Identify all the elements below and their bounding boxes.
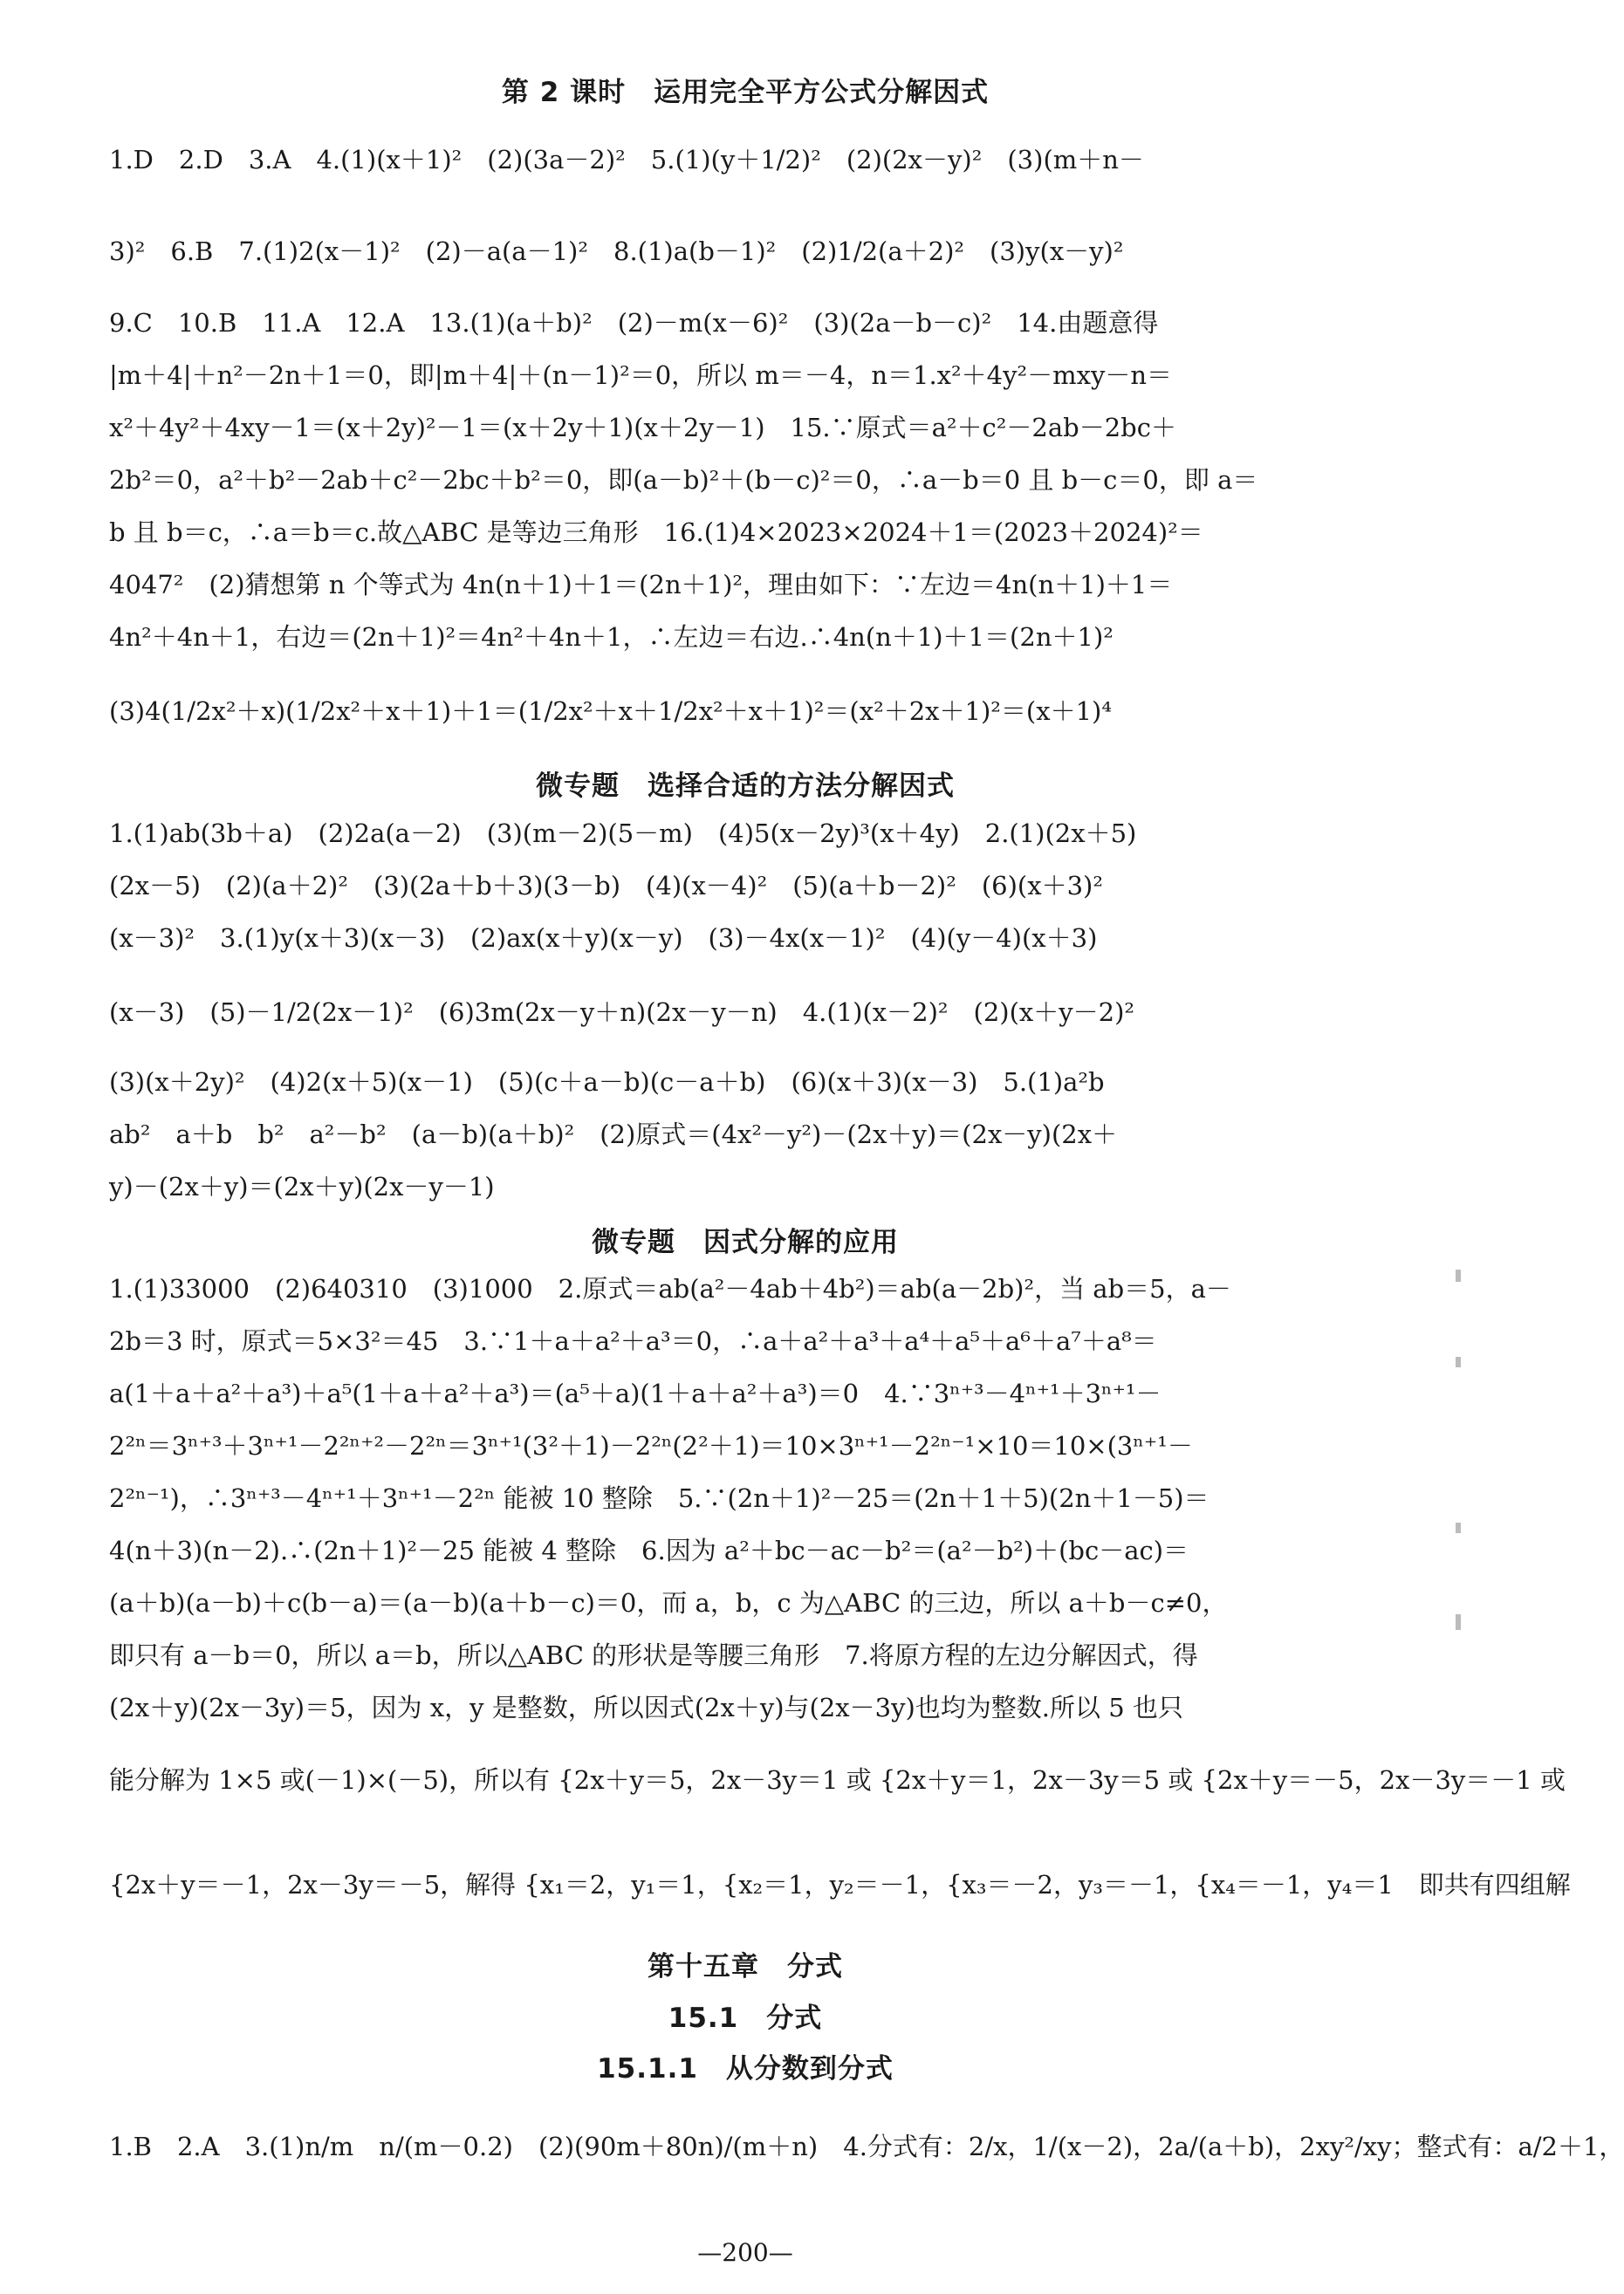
margin-mark — [1456, 1523, 1461, 1533]
section-title: 15.1 分式 — [668, 2003, 823, 2034]
text-line: |m＋4|＋n²－2n＋1＝0，即|m＋4|＋(n－1)²＝0，所以 m＝－4，n＝1.x²＋4y²－mxy－n＝ — [109, 360, 1173, 390]
margin-mark — [1456, 1614, 1461, 1630]
text-line: 2b²＝0，a²＋b²－2ab＋c²－2bc＋b²＝0，即(a－b)²＋(b－c)²＝0，∴a－b＝0 且 b－c＝0，即 a＝ — [109, 465, 1258, 495]
text-line: 1.(1)ab(3b＋a) (2)2a(a－2) (3)(m－2)(5－m) (4)5(x－2y)³(x＋4y) 2.(1)(2x＋5) — [109, 818, 1137, 848]
text-line: 3)² 6.B 7.(1)2(x－1)² (2)－a(a－1)² 8.(1)a(b－1)² (2)1/2(a＋2)² (3)y(x－y)² — [109, 236, 1124, 266]
text-line: (3)(x＋2y)² (4)2(x＋5)(x－1) (5)(c＋a－b)(c－a＋b) (6)(x＋3)(x－3) 5.(1)a²b — [109, 1067, 1105, 1097]
margin-mark — [1456, 1357, 1461, 1367]
text-line: x²＋4y²＋4xy－1＝(x＋2y)²－1＝(x＋2y＋1)(x＋2y－1) 15.∵原式＝a²＋c²－2ab－2bc＋ — [109, 413, 1176, 442]
text-line: a(1＋a＋a²＋a³)＋a⁵(1＋a＋a²＋a³)＝(a⁵＋a)(1＋a＋a²＋a³)＝0 4.∵3ⁿ⁺³－4ⁿ⁺¹＋3ⁿ⁺¹－ — [109, 1379, 1161, 1408]
chapter-title: 第十五章 分式 — [648, 1951, 843, 1982]
text-line: 1.B 2.A 3.(1)n/m n/(m－0.2) (2)(90m＋80n)/(m＋n) 4.分式有：2/x，1/(x－2)，2a/(a＋b)，2xy²/xy；整式有：a/2＋1， — [109, 2132, 1624, 2161]
text-line: 9.C 10.B 11.A 12.A 13.(1)(a＋b)² (2)－m(x－6)² (3)(2a－b－c)² 14.由题意得 — [109, 308, 1159, 338]
text-line: 1.(1)33000 (2)640310 (3)1000 2.原式＝ab(a²－4ab＋4b²)＝ab(a－2b)²，当 ab＝5，a－ — [109, 1274, 1231, 1304]
text-line: (2x＋y)(2x－3y)＝5，因为 x，y 是整数，所以因式(2x＋y)与(2x－3y)也均为整数.所以 5 也只 — [109, 1693, 1183, 1722]
text-line: 2²ⁿ⁻¹)，∴3ⁿ⁺³－4ⁿ⁺¹＋3ⁿ⁺¹－2²ⁿ 能被 10 整除 5.∵(2n＋1)²－25＝(2n＋1＋5)(2n＋1－5)＝ — [109, 1483, 1209, 1513]
subsection-title: 15.1.1 从分数到分式 — [597, 2053, 894, 2085]
text-line: (3)4(1/2x²＋x)(1/2x²＋x＋1)＋1＝(1/2x²＋x＋1/2x²＋x＋1)²＝(x²＋2x＋1)²＝(x＋1)⁴ — [109, 696, 1112, 726]
text-line: (x－3)² 3.(1)y(x＋3)(x－3) (2)ax(x＋y)(x－y) (3)－4x(x－1)² (4)(y－4)(x＋3) — [109, 923, 1098, 953]
text-line: y)－(2x＋y)＝(2x＋y)(2x－y－1) — [109, 1172, 495, 1202]
margin-mark — [1456, 1270, 1461, 1282]
page-number: —200— — [697, 2238, 793, 2267]
text-line: 1.D 2.D 3.A 4.(1)(x＋1)² (2)(3a－2)² 5.(1)(y＋1/2)² (2)(2x－y)² (3)(m＋n－ — [109, 145, 1144, 175]
text-line: (x－3) (5)－1/2(2x－1)² (6)3m(2x－y＋n)(2x－y－n) 4.(1)(x－2)² (2)(x＋y－2)² — [109, 997, 1135, 1027]
text-line: 即只有 a－b＝0，所以 a＝b，所以△ABC 的形状是等腰三角形 7.将原方程的左边分解因式，得 — [109, 1640, 1198, 1670]
section-title: 微专题 因式分解的应用 — [592, 1227, 899, 1258]
text-line: b 且 b＝c，∴a＝b＝c.故△ABC 是等边三角形 16.(1)4×2023×2024＋1＝(2023＋2024)²＝ — [109, 517, 1203, 547]
text-line: 4047² (2)猜想第 n 个等式为 4n(n＋1)＋1＝(2n＋1)²，理由如下：∵左边＝4n(n＋1)＋1＝ — [109, 570, 1173, 599]
text-line: 2b＝3 时，原式＝5×3²＝45 3.∵1＋a＋a²＋a³＝0，∴a＋a²＋a³＋a⁴＋a⁵＋a⁶＋a⁷＋a⁸＝ — [109, 1326, 1157, 1356]
text-line: ab² a＋b b² a²－b² (a－b)(a＋b)² (2)原式＝(4x²－y²)－(2x＋y)＝(2x－y)(2x＋ — [109, 1120, 1118, 1149]
text-line: (2x－5) (2)(a＋2)² (3)(2a＋b＋3)(3－b) (4)(x－4)² (5)(a＋b－2)² (6)(x＋3)² — [109, 871, 1103, 900]
section-title: 第 2 课时 运用完全平方公式分解因式 — [501, 77, 990, 108]
text-line: {2x＋y＝－1，2x－3y＝－5，解得 {x₁＝2，y₁＝1，{x₂＝1，y₂＝－1，{x₃＝－2，y₃＝－1，{x₄＝－1，y₄＝1 即共有四组解 — [109, 1870, 1571, 1900]
text-line: 2²ⁿ＝3ⁿ⁺³＋3ⁿ⁺¹－2²ⁿ⁺²－2²ⁿ＝3ⁿ⁺¹(3²＋1)－2²ⁿ(2²＋1)＝10×3ⁿ⁺¹－2²ⁿ⁻¹×10＝10×(3ⁿ⁺¹－ — [109, 1431, 1193, 1461]
text-line: 4(n＋3)(n－2).∴(2n＋1)²－25 能被 4 整除 6.因为 a²＋bc－ac－b²＝(a²－b²)＋(bc－ac)＝ — [109, 1536, 1189, 1565]
section-title: 微专题 选择合适的方法分解因式 — [536, 770, 955, 802]
text-line: 能分解为 1×5 或(－1)×(－5)，所以有 {2x＋y＝5，2x－3y＝1 或 {2x＋y＝1，2x－3y＝5 或 {2x＋y＝－5，2x－3y＝－1 或 — [109, 1765, 1566, 1795]
text-line: 4n²＋4n＋1，右边＝(2n＋1)²＝4n²＋4n＋1，∴左边＝右边.∴4n(n＋1)＋1＝(2n＋1)² — [109, 622, 1114, 652]
text-line: (a＋b)(a－b)＋c(b－a)＝(a－b)(a＋b－c)＝0，而 a，b，c 为△ABC 的三边，所以 a＋b－c≠0， — [109, 1588, 1228, 1618]
